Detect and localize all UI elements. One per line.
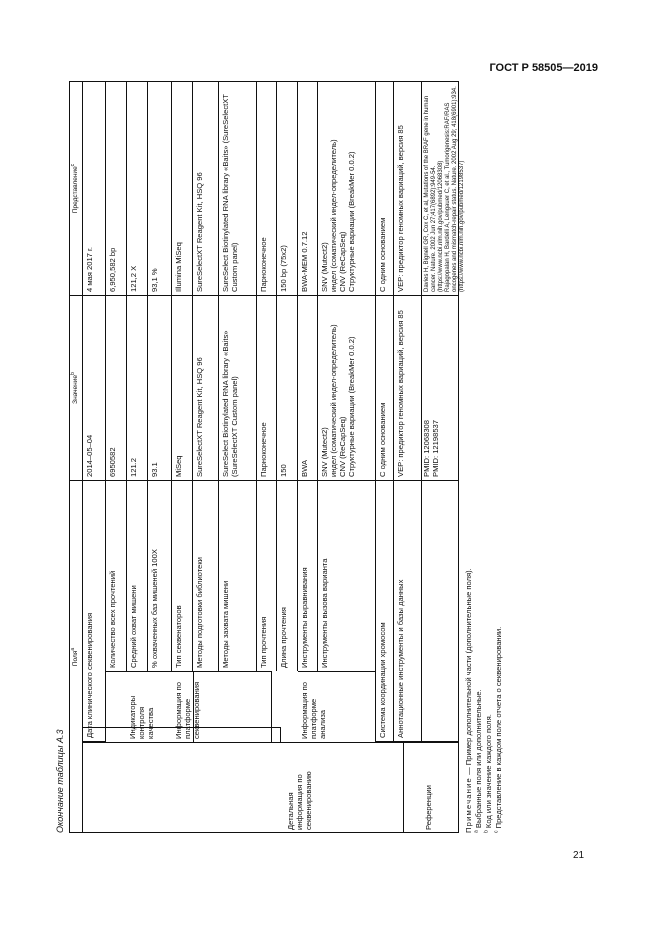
value-variant-line: SNV (Mutect2) [320,427,329,477]
header-representation: Представление$^c$ [69,81,83,295]
field-read-length: Длина прочтения [277,480,298,671]
field-library-prep: Методы подготовки библиотеки [193,480,219,671]
value-target-capture: SureSelect Biotinylated RNA library «Baits» (SureSelectXT Custom panel) [219,295,257,480]
header-value: Значение$^b$ [69,295,83,480]
group-analysis: Информация по платформе анализа [298,671,376,742]
footnote-b: $^b$ Код или значение каждого поля. [483,714,493,833]
field-variant-calling: Инструменты вызова варианта [318,480,376,671]
value-library-prep: SureSelectXT Reagent Kit, HSQ 96 [193,295,219,480]
table-continuation-label: Окончание таблицы А.3 [55,729,65,833]
repr-variant-line: индел (соматический индел-определитель) [329,139,338,292]
repr-mean-coverage: 121,2 X [127,81,148,295]
field-sequencer-type: Тип секвенаторов [172,480,193,671]
rotated-page-content [55,81,595,833]
repr-annotation-tools: VEP: предиктор геномных вариаций, версия 85 [394,81,422,295]
value-coverage-percent: 93.1 [148,295,172,480]
field-chromosome-system: Система координации хромосом [376,480,394,742]
note-main: Примечание — Пример дополнительной части (дополнительные поля). [464,568,473,833]
value-variant-line: CNV (ReCapSeq) [338,416,347,477]
field-coverage-percent: % охваченных баз мишеней 100X [148,480,172,671]
field-date: Дата клинического секвенирования [83,480,106,742]
field-mean-coverage: Средний охват мишени [127,480,148,671]
field-references [422,480,459,742]
repr-target-capture: SureSelect Biotinylated RNA library «Baits» (SureSelectXT Custom panel) [219,81,257,295]
header-fields: Поля$^a$ [69,480,83,833]
repr-coverage-percent: 93,1 % [148,81,172,295]
value-mean-coverage: 121.2 [127,295,148,480]
field-target-capture: Методы захвата мишени [219,480,257,671]
value-read-type: Парноконечное [257,295,277,480]
repr-total-reads: 6,950,582 bp [106,81,127,295]
value-sequencer-type: MiSeq [172,295,193,480]
value-variant-line: индел (соматический индел-определитель) [329,324,338,477]
repr-read-type: Парноконечное [257,81,277,295]
repr-variant-line: CNV (ReCapSeq) [338,231,347,292]
repr-sequencer-type: Illumina MiSeq [172,81,193,295]
page-number: 21 [573,850,585,861]
value-variant-calling [318,295,376,480]
landscape-content [55,81,595,833]
field-annotation-tools: Аннотационные инструменты и базы данных [394,480,422,742]
references-table [69,81,465,833]
repr-library-prep: SureSelectXT Reagent Kit, HSQ 96 [193,81,219,295]
group-quality: Индикаторы контроля качества [106,671,194,742]
repr-variant-line: Структурные вариации (BreakMer 0.0.2) [347,151,356,292]
group-references: Референции [404,742,459,833]
citation: Davies H, Bignell GR, Cox C, et al, Mutations of the BRAF gene in human cancer. Nature. 2002 Jun 27;417(6892):949-54. (https://www.ncbi.nlm.nih.gov/pubmed/12068308) [424,95,444,292]
value-variant-line: Структурные вариации (BreakMer 0.0.2) [347,336,356,477]
pmid-line: PMID: 12068308 [422,420,431,477]
value-read-length: 150 [277,295,298,480]
pmid-line: PMID: 12198537 [431,420,440,477]
group-platform: Информация по платформе секвенирования [172,671,272,742]
footnote-c: $^c$ Представление в каждом поле отчета о секвенировании. [493,626,503,833]
repr-references [422,81,465,295]
value-date: 2014–05–04 [83,295,106,480]
citation: Rajagopalan H, Bardelli A, Lengauer C, et al., Tumorigenesis:RAF/RAS oncogenes and mismatch-repair status. Nature. 2002 Aug 29; 418(6901):934. (https://www.ncbi.nlm.nih.gov/pubmed/12198537) [445,86,465,292]
repr-variant-line: SNV (Mutect2) [320,242,329,292]
field-total-reads: Количество всех прочтений [106,480,127,671]
value-references [422,295,459,480]
value-total-reads: 6950582 [106,295,127,480]
footnote-a: $^a$ Выбранные поля или дополнительные. [473,689,483,833]
standard-code: ГОСТ Р 58505—2019 [489,62,598,74]
value-alignment: BWA [298,295,318,480]
field-alignment: Инструменты выравнивания [298,480,318,671]
field-read-type: Тип прочтения [257,480,277,671]
repr-variant-calling [318,81,376,295]
repr-date: 4 мая 2017 г. [83,81,106,295]
group-detail: Детальная информация по секвенированию [83,742,404,833]
repr-read-length: 150 bp (75x2) [277,81,298,295]
value-annotation-tools: VEP: предиктор геномных вариаций, версия 85 [394,295,422,480]
table-notes [464,81,504,833]
repr-chromosome-system: С одним основанием [376,81,394,295]
repr-alignment: BWA-MEM 0.7.12 [298,81,318,295]
value-chromosome-system: С одним основанием [376,295,394,480]
